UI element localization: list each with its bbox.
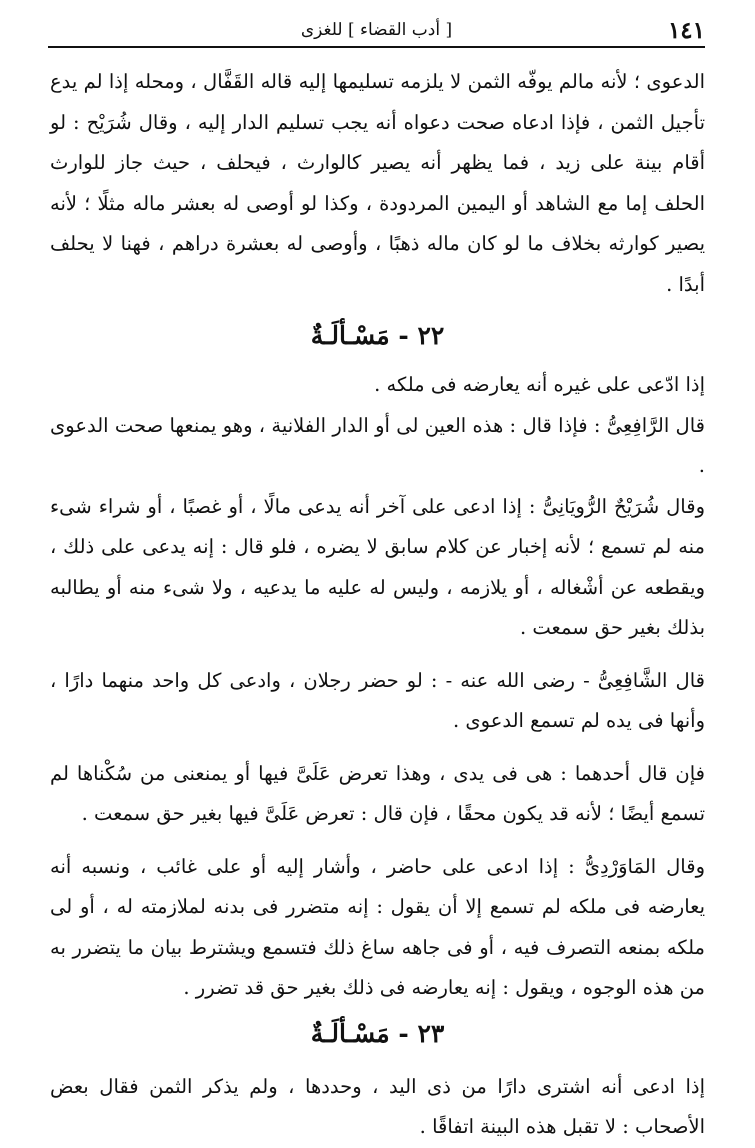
section-22-paragraph-5: فإن قال أحدهما : هى فى يدى ، وهذا تعرض عَلَىَّ فيها أو يمنعنى من سُكْناها لم تسمع أيضًا ؛ لأنه قد يكون محقًا ، فإن قال : تعرض عَلَىَّ فيها بغير حق سمعت . <box>50 761 705 825</box>
page-number: ١٤١ <box>667 16 705 44</box>
continued-paragraph: الدعوى ؛ لأنه مالم يوفّه الثمن لا يلزمه تسليمها إليه قاله القَفَّال ، ومحله إذا لم يدع تأجيل الثمن ، فإذا ادعاه صحت دعواه أنه يجب تسليم الدار إليه ، وقال شُرَيْح : لو أقام بينة على زيد ، فما يظهر أنه يصير كالوارث ، فيحلف ، حيث جاز للوارث الحلف إما مع الشاهد أو اليمين المردودة ، وكذا لو أوصى له بعشر ماله مثلًا ؛ لأنه يصير كوارثه بخلاف ما لو كان ماله ذهبًا ، وأوصى له بعشرة دراهم ، فهنا لا يحلف أبدًا . <box>50 70 705 296</box>
page-header <box>48 14 705 48</box>
section-23-paragraph-1: إذا ادعى أنه اشترى دارًا من ذى اليد ، وحددها ، ولم يذكر الثمن فقال بعض الأصحاب : لا تقبل هذه البينة اتفاقًا . <box>50 1074 705 1138</box>
section-22-paragraph-6: وقال المَاوَرْدِىُّ : إذا ادعى على حاضر ، وأشار إليه أو على غائب ، ونسبه أنه يعارضه فى ملكه لم تسمع إلا أن يقول : إنه متضرر فى بدنه لملازمته له ، أو لى ملكه بمنعه التصرف فيه ، أو فى جاهه ساغ ذلك فتسمع ويشترط بيان ما يتضرر به من هذه الوجوه ، ويقول : إنه يعارضه فى ذلك بغير حق قد تضرر . <box>50 854 705 999</box>
section-22-paragraph-1: إذا ادّعى على غيره أنه يعارضه فى ملكه . <box>374 373 705 396</box>
page-body <box>50 62 705 1148</box>
section-heading-23: ٢٣ - مَسْـألَـةٌ <box>310 1018 445 1048</box>
section-22-paragraph-3: وقال شُرَيْحٌ الرُّويَانِىُّ : إذا ادعى على آخر أنه يدعى مالًا ، أو غصبًا ، أو شراء شىء منه لم تسمع ؛ لأنه إخبار عن كلام سابق لا يضره ، فلو قال : إنه يدعى على ذلك ، ويقطعه عن أشْغاله ، أو يلازمه ، وليس له عليه ما يدعيه ، ولا شىء منه أو يطالبه بذلك بغير حق سمعت . <box>50 494 705 639</box>
section-22-paragraph-2: قال الرَّافِعِىُّ : فإذا قال : هذه العين لى أو الدار الفلانية ، وهو يمنعها صحت الدعوى . <box>50 413 705 477</box>
section-heading-22: ٢٢ - مَسْـألَـةٌ <box>310 321 445 350</box>
section-22-paragraph-4: قال الشَّافِعِىُّ - رضى الله عنه - : لو حضر رجلان ، وادعى كل واحد منهما دارًا ، وأنها فى يده لم تسمع الدعوى . <box>50 668 705 732</box>
running-title: [ أدب القضاء ] للغزى <box>300 20 453 40</box>
